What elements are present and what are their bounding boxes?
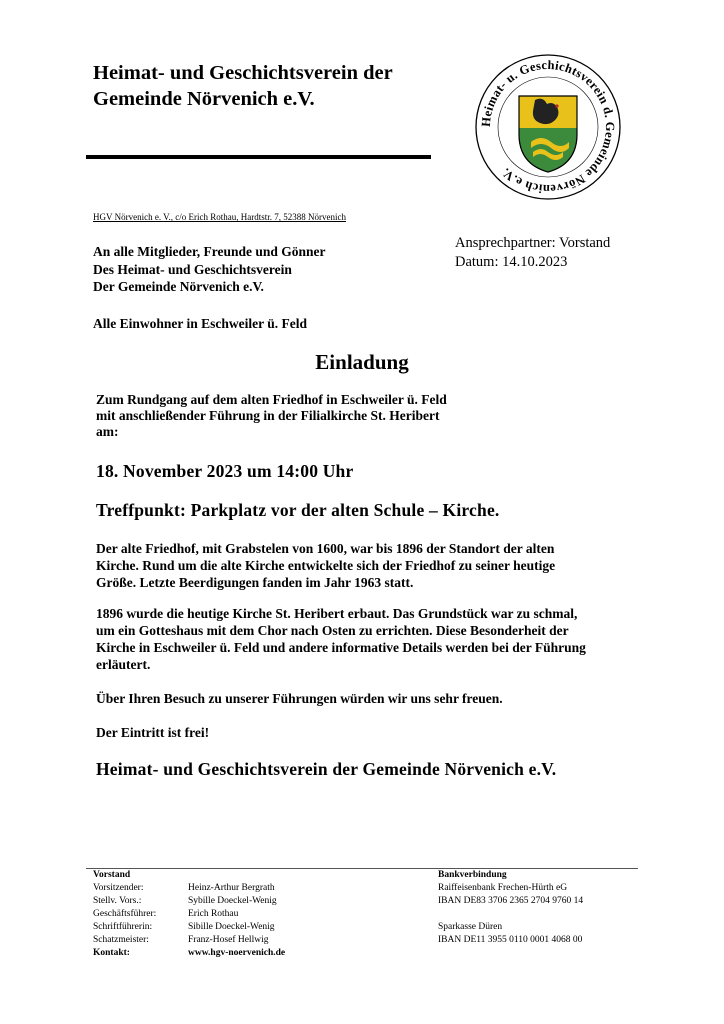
contact-person: Ansprechpartner: Vorstand — [455, 235, 611, 251]
footer-board — [93, 869, 423, 960]
website-link[interactable]: www.hgv-noervenich.de — [188, 948, 286, 958]
header-divider — [86, 155, 431, 159]
paragraph-line: Kirche. Rund um die alte Kirche entwickelte sich der Friedhof zu seiner heutige — [96, 558, 556, 573]
organization-title — [93, 60, 393, 112]
intro-line: mit anschließender Führung in der Filialkirche St. Heribert — [96, 408, 440, 423]
intro-line: Zum Rundgang auf dem alten Friedhof in Eschweiler ü. Feld — [96, 392, 447, 407]
seal-lettering: Heimat- u. Geschichtsverein d. Gemeinde Nörvenich e.V. — [478, 57, 618, 197]
meeting-point: Treffpunkt: Parkplatz vor der alten Schule – Kirche. — [96, 500, 500, 520]
board-row — [93, 947, 423, 960]
recipient-line: An alle Mitglieder, Freunde und Gönner — [93, 244, 326, 259]
footer-bank — [438, 869, 638, 947]
org-title-line2: Gemeinde Nörvenich e.V. — [93, 88, 315, 110]
recipient-line: Alle Einwohner in Eschweiler ü. Feld — [93, 315, 308, 331]
paragraph-admission: Der Eintritt ist frei! — [96, 725, 210, 740]
board-role: Schriftführerin: — [93, 922, 153, 932]
board-person: Heinz-Arthur Bergrath — [188, 883, 275, 893]
paragraph-line: erläutert. — [96, 657, 151, 672]
board-person: Sybille Doeckel-Wenig — [188, 896, 277, 906]
board-person: Sibille Doeckel-Wenig — [188, 922, 275, 932]
contact-label: Kontakt: — [93, 948, 130, 958]
coat-of-arms-icon — [519, 96, 577, 172]
org-title-line1: Heimat- und Geschichtsverein der — [93, 62, 393, 84]
board-role: Geschäftsführer: — [93, 909, 157, 919]
board-role: Stellv. Vors.: — [93, 896, 142, 906]
board-row — [93, 908, 423, 921]
recipient-block — [93, 243, 326, 332]
paragraph-line: um ein Gotteshaus mit dem Chor nach Osten zu errichten. Diese Besonderheit der — [96, 623, 569, 638]
board-role: Schatzmeister: — [93, 935, 149, 945]
letter-meta — [455, 234, 610, 272]
association-seal — [473, 52, 623, 202]
board-role: Vorsitzender: — [93, 883, 144, 893]
board-row — [93, 921, 423, 934]
bank-name: Raiffeisenbank Frechen-Hürth eG — [438, 883, 568, 893]
closing-signature: Heimat- und Geschichtsverein der Gemeinde Nörvenich e.V. — [96, 759, 557, 779]
bank-title: Bankverbindung — [438, 870, 507, 880]
recipient-line: Der Gemeinde Nörvenich e.V. — [93, 279, 264, 294]
return-address: HGV Nörvenich e. V., c/o Erich Rothau, Hardtstr. 7, 52388 Nörvenich — [93, 212, 346, 222]
bank-iban: IBAN DE83 3706 2365 2704 9760 14 — [438, 896, 584, 906]
paragraph-line: Größe. Letzte Beerdigungen fanden im Jahr 1963 statt. — [96, 575, 414, 590]
paragraph-church — [96, 605, 636, 673]
board-person: Franz-Hosef Hellwig — [188, 935, 269, 945]
paragraph-welcome: Über Ihren Besuch zu unserer Führungen würden wir uns sehr freuen. — [96, 691, 503, 706]
intro-text — [96, 392, 447, 440]
board-row — [93, 882, 423, 895]
board-row — [93, 895, 423, 908]
paragraph-line: Kirche in Eschweiler ü. Feld und andere informative Details werden bei der Führung — [96, 640, 586, 655]
recipient-line: Des Heimat- und Geschichtsverein — [93, 261, 292, 277]
page-title: Einladung — [315, 350, 409, 374]
bank-iban: IBAN DE11 3955 0110 0001 4068 00 — [438, 935, 583, 945]
intro-line: am: — [96, 424, 119, 439]
board-title: Vorstand — [93, 870, 131, 880]
paragraph-history — [96, 540, 636, 591]
event-date: 18. November 2023 um 14:00 Uhr — [96, 461, 354, 481]
bank-name: Sparkasse Düren — [438, 922, 503, 932]
paragraph-line: Der alte Friedhof, mit Grabstelen von 1600, war bis 1896 der Standort der alten — [96, 541, 555, 556]
board-person: Erich Rothau — [188, 909, 239, 919]
letter-date: Datum: 14.10.2023 — [455, 254, 568, 270]
paragraph-line: 1896 wurde die heutige Kirche St. Heribert erbaut. Das Grundstück war zu schmal, — [96, 606, 578, 621]
board-row — [93, 934, 423, 947]
